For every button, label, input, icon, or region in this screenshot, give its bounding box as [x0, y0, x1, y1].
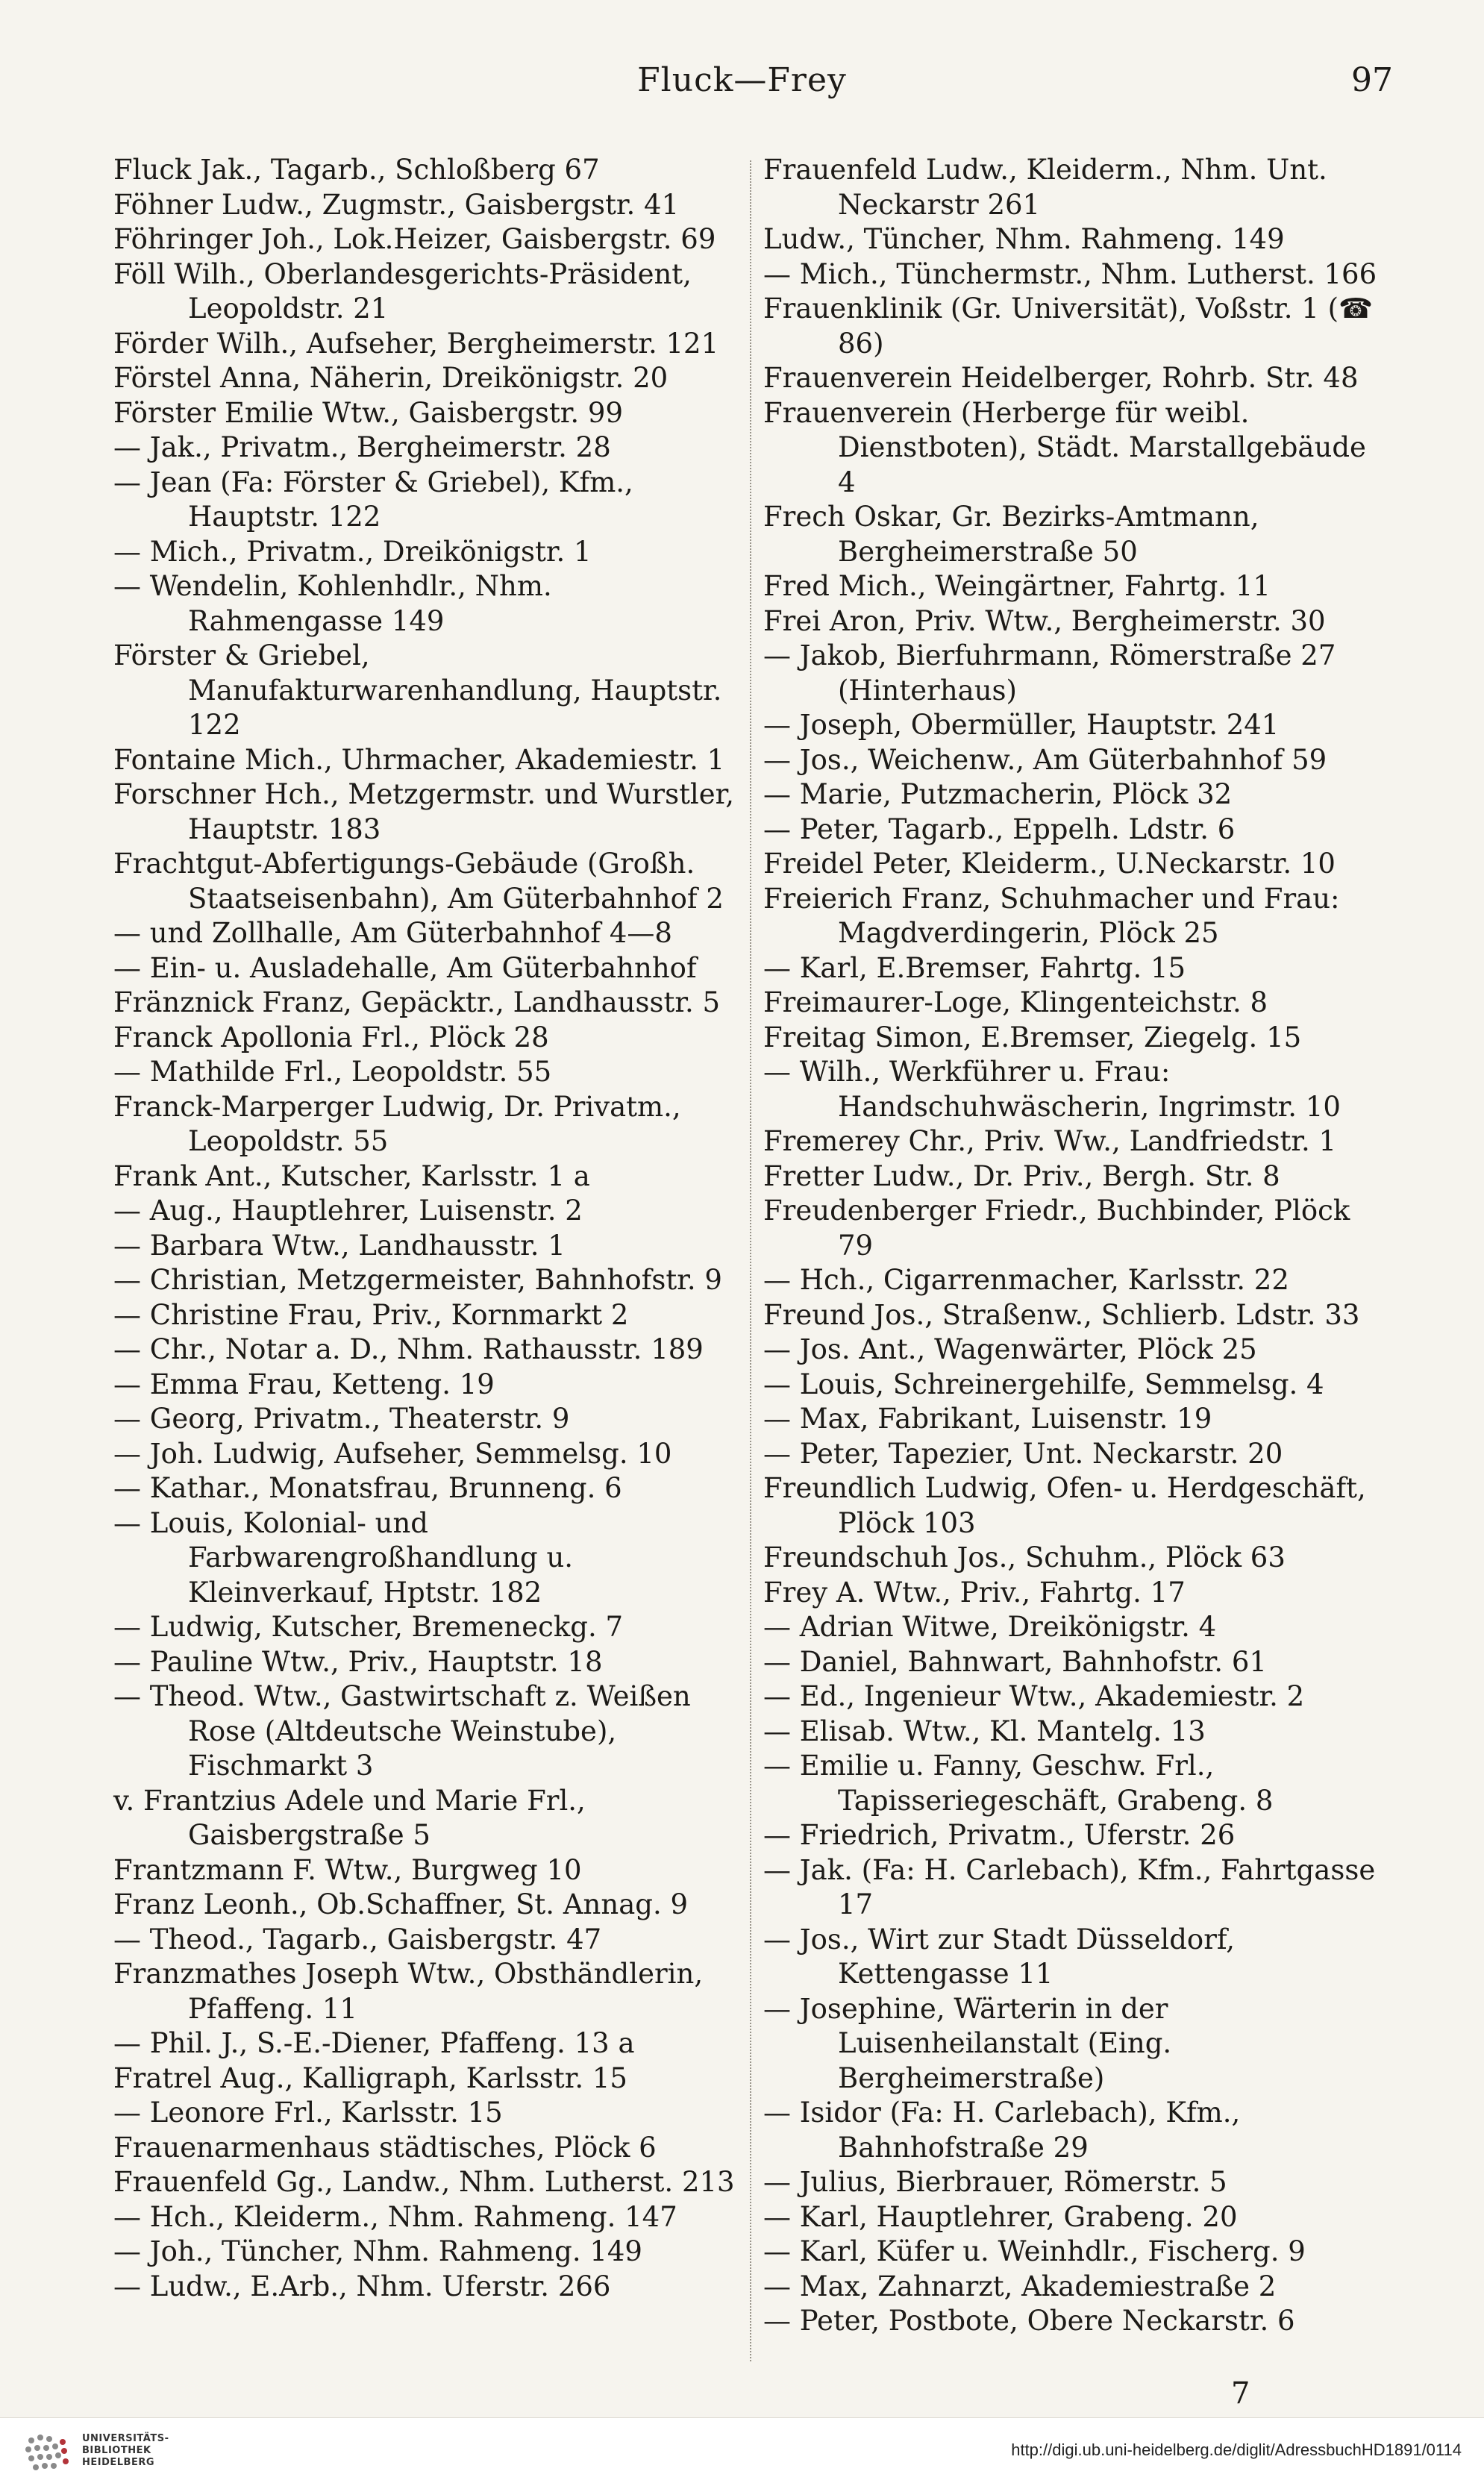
- directory-entry: — Pauline Wtw., Priv., Hauptstr. 18: [113, 1645, 603, 1678]
- directory-entry: Föhringer Joh., Lok.Heizer, Gaisbergstr. 69: [113, 223, 716, 255]
- running-title: Fluck—Frey: [637, 61, 847, 99]
- directory-entry: — Adrian Witwe, Dreikönigstr. 4: [763, 1611, 1217, 1643]
- directory-entry: — Friedrich, Privatm., Uferstr. 26: [763, 1819, 1236, 1851]
- directory-entry: Förster Emilie Wtw., Gaisbergstr. 99: [113, 396, 624, 429]
- directory-entry: Frey A. Wtw., Priv., Fahrtg. 17: [763, 1576, 1186, 1609]
- directory-entry: — Louis, Schreinergehilfe, Semmelsg. 4: [763, 1368, 1324, 1400]
- directory-entry: — Jakob, Bierfuhrmann, Römerstraße 27 (Hinterhaus): [763, 639, 1336, 707]
- page-number: 97: [1351, 61, 1393, 99]
- directory-entry: Franck Apollonia Frl., Plöck 28: [113, 1021, 549, 1053]
- directory-entry: — Kathar., Monatsfrau, Brunneng. 6: [113, 1472, 622, 1504]
- signature-mark: 7: [1231, 2376, 1250, 2411]
- directory-entry: Franz Leonh., Ob.Schaffner, St. Annag. 9: [113, 1888, 689, 1920]
- directory-entry: — Max, Fabrikant, Luisenstr. 19: [763, 1403, 1212, 1435]
- directory-entry: — Mathilde Frl., Leopoldstr. 55: [113, 1056, 552, 1088]
- right-column: [763, 153, 1390, 2339]
- page-header: [0, 61, 1484, 106]
- directory-entry: — Louis, Kolonial- und Farbwarengroßhandlung u. Kleinverkauf, Hptstr. 182: [113, 1506, 574, 1609]
- directory-entry: Frauenfeld Gg., Landw., Nhm. Lutherst. 213: [113, 2166, 735, 2198]
- directory-entry: Ludw., Tüncher, Nhm. Rahmeng. 149: [763, 223, 1285, 255]
- directory-entry: — Ein- u. Ausladehalle, Am Güterbahnhof: [113, 951, 697, 984]
- directory-entry: — Wilh., Werkführer u. Frau: Handschuhwäscherin, Ingrimstr. 10: [763, 1056, 1341, 1123]
- directory-entry: Frauenklinik (Gr. Universität), Voßstr. 1 (☎ 86): [763, 292, 1374, 360]
- directory-entry: — Julius, Bierbrauer, Römerstr. 5: [763, 2166, 1227, 2198]
- directory-entry: — Barbara Wtw., Landhausstr. 1: [113, 1229, 566, 1262]
- directory-entry: — Aug., Hauptlehrer, Luisenstr. 2: [113, 1194, 583, 1227]
- directory-entry: Förstel Anna, Näherin, Dreikönigstr. 20: [113, 362, 669, 394]
- directory-entry: — Marie, Putzmacherin, Plöck 32: [763, 778, 1233, 810]
- directory-entry: — und Zollhalle, Am Güterbahnhof 4—8: [113, 917, 672, 949]
- directory-entry: — Phil. J., S.-E.-Diener, Pfaffeng. 13 a: [113, 2027, 635, 2059]
- directory-entry: — Peter, Tagarb., Eppelh. Ldstr. 6: [763, 812, 1236, 845]
- directory-entry: Franzmathes Joseph Wtw., Obsthändlerin, Pfaffeng. 11: [113, 1958, 704, 2025]
- directory-entry: Förder Wilh., Aufseher, Bergheimerstr. 121: [113, 327, 719, 360]
- directory-entry: — Karl, E.Bremser, Fahrtg. 15: [763, 951, 1186, 984]
- directory-entry: — Ludw., E.Arb., Nhm. Uferstr. 266: [113, 2270, 611, 2302]
- directory-entry: — Leonore Frl., Karlsstr. 15: [113, 2097, 503, 2129]
- directory-entry: Freierich Franz, Schuhmacher und Frau: Magdverdingerin, Plöck 25: [763, 882, 1340, 949]
- directory-entry: Frauenverein Heidelberger, Rohrb. Str. 48: [763, 362, 1359, 394]
- directory-entry: — Joh., Tüncher, Nhm. Rahmeng. 149: [113, 2235, 642, 2267]
- directory-entry: Frauenfeld Ludw., Kleiderm., Nhm. Unt. Neckarstr 261: [763, 154, 1327, 221]
- directory-entry: Fretter Ludw., Dr. Priv., Bergh. Str. 8: [763, 1159, 1280, 1192]
- directory-entry: Freimaurer-Loge, Klingenteichstr. 8: [763, 986, 1268, 1018]
- directory-entry: — Karl, Küfer u. Weinhdlr., Fischerg. 9: [763, 2235, 1306, 2267]
- directory-entry: — Jak., Privatm., Bergheimerstr. 28: [113, 431, 611, 463]
- library-logo-icon: [21, 2432, 73, 2475]
- directory-entry: — Wendelin, Kohlenhdlr., Nhm. Rahmengasse 149: [113, 570, 552, 637]
- directory-entry: — Joh. Ludwig, Aufseher, Semmelsg. 10: [113, 1437, 672, 1470]
- directory-entry: — Karl, Hauptlehrer, Grabeng. 20: [763, 2200, 1238, 2233]
- directory-entry: — Jos., Wirt zur Stadt Düsseldorf, Kettengasse 11: [763, 1923, 1236, 1990]
- directory-entry: — Theod., Tagarb., Gaisbergstr. 47: [113, 1923, 602, 1956]
- directory-entry: Freund Jos., Straßenw., Schlierb. Ldstr. 33: [763, 1298, 1360, 1331]
- left-column: [113, 153, 739, 2304]
- directory-entry: — Hch., Cigarrenmacher, Karlsstr. 22: [763, 1264, 1289, 1296]
- directory-entry: Freitag Simon, E.Bremser, Ziegelg. 15: [763, 1021, 1302, 1053]
- directory-entry: — Isidor (Fa: H. Carlebach), Kfm., Bahnhofstraße 29: [763, 2097, 1241, 2164]
- directory-entry: — Emma Frau, Ketteng. 19: [113, 1368, 495, 1400]
- directory-entry: — Hch., Kleiderm., Nhm. Rahmeng. 147: [113, 2200, 677, 2233]
- column-divider: [750, 160, 751, 2361]
- library-name: UNIVERSITÄTS- BIBLIOTHEK HEIDELBERG: [82, 2433, 169, 2468]
- directory-entry: — Max, Zahnarzt, Akademiestraße 2: [763, 2270, 1277, 2302]
- directory-entry: — Jean (Fa: Förster & Griebel), Kfm., Hauptstr. 122: [113, 466, 633, 533]
- directory-entry: — Georg, Privatm., Theaterstr. 9: [113, 1403, 570, 1435]
- directory-entry: Fontaine Mich., Uhrmacher, Akademiestr. 1: [113, 743, 725, 776]
- directory-entry: Frachtgut-Abfertigungs-Gebäude (Großh. Staatseisenbahn), Am Güterbahnhof 2: [113, 848, 724, 915]
- directory-entry: Frantzmann F. Wtw., Burgweg 10: [113, 1853, 582, 1886]
- directory-entry: — Mich., Privatm., Dreikönigstr. 1: [113, 535, 592, 568]
- directory-entry: — Peter, Postbote, Obere Neckarstr. 6: [763, 2305, 1295, 2337]
- viewer-footer: [0, 2417, 1484, 2483]
- directory-entry: — Josephine, Wärterin in der Luisenheilanstalt (Eing. Bergheimerstraße): [763, 1992, 1172, 2094]
- directory-entry: Fremerey Chr., Priv. Ww., Landfriedstr. 1: [763, 1125, 1337, 1157]
- directory-entry: — Chr., Notar a. D., Nhm. Rathausstr. 189: [113, 1333, 704, 1365]
- directory-entry: — Theod. Wtw., Gastwirtschaft z. Weißen Rose (Altdeutsche Weinstube), Fischmarkt 3: [113, 1680, 691, 1782]
- directory-entry: Freundschuh Jos., Schuhm., Plöck 63: [763, 1541, 1286, 1574]
- directory-entry: v. Frantzius Adele und Marie Frl., Gaisbergstraße 5: [113, 1784, 586, 1851]
- directory-entry: Fratrel Aug., Kalligraph, Karlsstr. 15: [113, 2061, 627, 2094]
- directory-entry: Förster & Griebel, Manufakturwarenhandlung, Hauptstr. 122: [113, 639, 722, 741]
- directory-entry: Freundlich Ludwig, Ofen- u. Herdgeschäft, Plöck 103: [763, 1472, 1366, 1539]
- directory-entry: Föhner Ludw., Zugmstr., Gaisbergstr. 41: [113, 188, 680, 221]
- directory-entry: Frauenarmenhaus städtisches, Plöck 6: [113, 2131, 657, 2164]
- directory-entry: — Ed., Ingenieur Wtw., Akademiestr. 2: [763, 1680, 1305, 1712]
- directory-entry: Föll Wilh., Oberlandesgerichts-Präsident, Leopoldstr. 21: [113, 257, 692, 325]
- directory-entry: — Christine Frau, Priv., Kornmarkt 2: [113, 1298, 629, 1331]
- directory-entry: Forschner Hch., Metzgermstr. und Wurstler, Hauptstr. 183: [113, 778, 735, 845]
- directory-entry: Fluck Jak., Tagarb., Schloßberg 67: [113, 154, 600, 186]
- directory-entry: — Elisab. Wtw., Kl. Mantelg. 13: [763, 1715, 1206, 1747]
- directory-entry: — Daniel, Bahnwart, Bahnhofstr. 61: [763, 1645, 1267, 1678]
- directory-entry: — Jos., Weichenw., Am Güterbahnhof 59: [763, 743, 1327, 776]
- directory-entry: — Joseph, Obermüller, Hauptstr. 241: [763, 709, 1280, 741]
- directory-entry: — Jos. Ant., Wagenwärter, Plöck 25: [763, 1333, 1257, 1365]
- directory-entry: Frei Aron, Priv. Wtw., Bergheimerstr. 30: [763, 604, 1326, 637]
- directory-entry: Fränznick Franz, Gepäcktr., Landhausstr. 5: [113, 986, 721, 1018]
- directory-entry: — Ludwig, Kutscher, Bremeneckg. 7: [113, 1611, 624, 1643]
- directory-entry: Frank Ant., Kutscher, Karlsstr. 1 a: [113, 1159, 590, 1192]
- directory-entry: — Christian, Metzgermeister, Bahnhofstr. 9: [113, 1264, 722, 1296]
- directory-entry: Freudenberger Friedr., Buchbinder, Plöck 79: [763, 1194, 1350, 1262]
- directory-entry: — Jak. (Fa: H. Carlebach), Kfm., Fahrtgasse 17: [763, 1853, 1376, 1920]
- directory-entry: — Emilie u. Fanny, Geschw. Frl., Tapisseriegeschäft, Grabeng. 8: [763, 1750, 1274, 1817]
- directory-entry: Frauenverein (Herberge für weibl. Dienstboten), Städt. Marstallgebäude 4: [763, 396, 1366, 498]
- directory-entry: Frech Oskar, Gr. Bezirks-Amtmann, Bergheimerstraße 50: [763, 501, 1259, 568]
- directory-entry: Fred Mich., Weingärtner, Fahrtg. 11: [763, 570, 1271, 602]
- directory-entry: Freidel Peter, Kleiderm., U.Neckarstr. 10: [763, 848, 1336, 880]
- directory-entry: — Mich., Tünchermstr., Nhm. Lutherst. 166: [763, 257, 1377, 290]
- directory-entry: Franck-Marperger Ludwig, Dr. Privatm., Leopoldstr. 55: [113, 1090, 681, 1157]
- directory-entry: — Peter, Tapezier, Unt. Neckarstr. 20: [763, 1437, 1283, 1470]
- source-url[interactable]: http://digi.ub.uni-heidelberg.de/diglit/AdressbuchHD1891/0114: [1011, 2440, 1462, 2459]
